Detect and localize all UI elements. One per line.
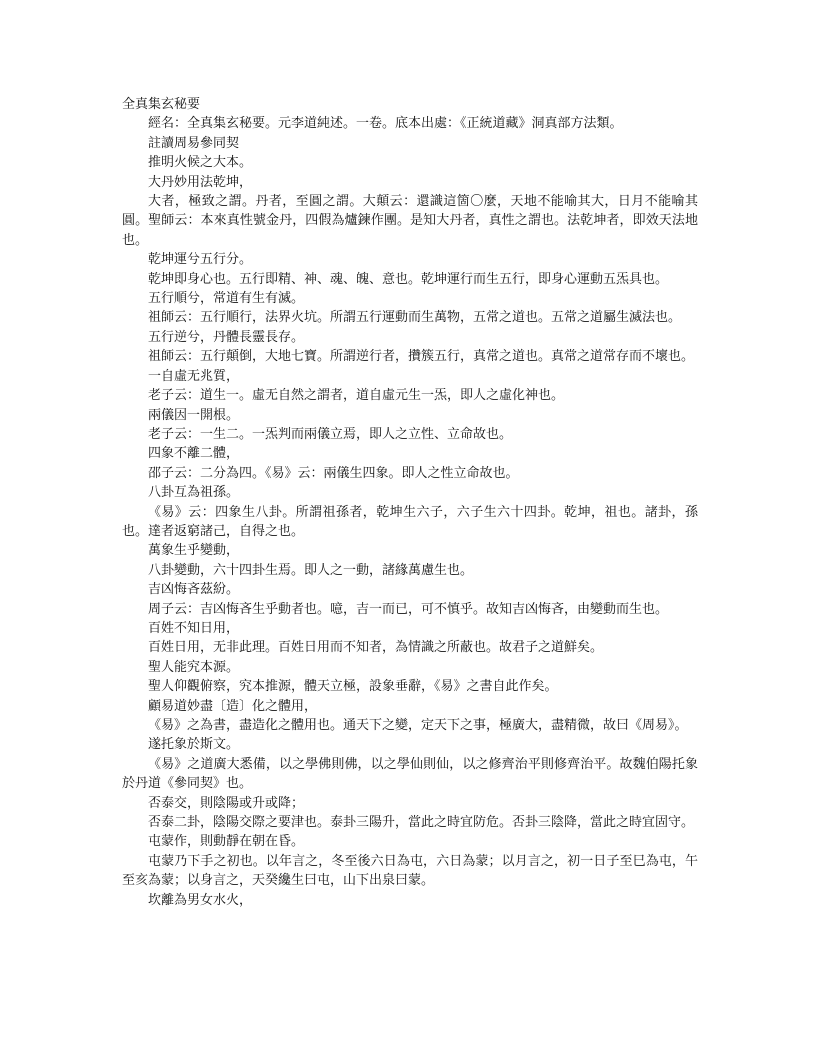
paragraph: 顧易道妙盡〔造〕化之體用， (148, 698, 318, 714)
paragraph: 兩儀因一開根。 (148, 407, 240, 423)
paragraph: 否泰交，則陰陽或升或降； (148, 795, 305, 811)
paragraph: 註讀周易參同契 (148, 135, 240, 151)
paragraph: 《易》之為書，盡造化之體用也。通天下之變，定天下之事，極廣大，盡精微，故曰《周易》。 (148, 718, 688, 733)
paragraph: 一自虛无兆質， (148, 368, 240, 384)
paragraph: 周子云：吉凶悔吝生乎動者也。噫，吉一而已，可不慎乎。故知吉凶悔吝，由變動而生也。 (148, 601, 669, 617)
paragraph: 祖師云：五行順行，法界火坑。所謂五行運動而生萬物，五常之道也。五常之道屬生滅法也。 (148, 310, 682, 326)
paragraph: 聖人仰觀俯察，究本推源，體天立極，設象垂辭，《易》之書自此作矣。 (148, 679, 558, 695)
paragraph: 八卦變動，六十四卦生焉。即人之一動，諸緣萬慮生也。 (148, 562, 474, 578)
paragraph: 五行逆兮，丹體長靈長存。 (148, 329, 305, 345)
paragraph: 《易》之道廣大悉備，以之學佛則佛，以之學仙則仙，以之修齊治平則修齊治平。故魏伯陽托象於丹道《參同契》也。 (122, 756, 698, 792)
paragraph: 坎離為男女水火， (148, 892, 253, 908)
paragraph: 屯蒙作，則動靜在朝在昏。 (148, 834, 305, 850)
paragraph: 八卦互為祖孫。 (148, 485, 240, 501)
paragraph: 乾坤運兮五行分。 (148, 252, 253, 268)
paragraph: 百姓不知日用， (148, 620, 240, 636)
paragraph: 乾坤即身心也。五行即精、神、魂、魄、意也。乾坤運行而生五行，即身心運動五炁具也。 (148, 271, 669, 287)
paragraph: 大者，極致之謂。丹者，至圓之謂。大顛云：還識這箇〇麼，天地不能喻其大，日月不能喻其圓。聖師云：本來真性號金丹，四假為爐鍊作團。是知大丹者，真性之謂也。法乾坤者，即效天法地也。 (122, 194, 698, 248)
paragraph: 屯蒙乃下手之初也。以年言之，冬至後六日為屯，六日為蒙；以月言之，初一日子至巳為屯，午至亥為蒙；以身言之，天癸纔生曰屯，山下出泉曰蒙。 (122, 853, 698, 889)
paragraph: 老子云：道生一。虛无自然之謂者，道自虛元生一炁，即人之虛化神也。 (148, 388, 565, 404)
paragraph: 吉凶悔吝茲紛。 (148, 582, 240, 598)
paragraph: 《易》云：四象生八卦。所謂祖孫者，乾坤生六子，六子生六十四卦。乾坤，祖也。諸卦，孫也。達者返窮諸己，自得之也。 (122, 504, 698, 539)
document-title: 全真集玄秘要 (122, 97, 201, 112)
paragraph: 經名：全真集玄秘要。元李道純述。一卷。底本出處：《正統道藏》洞真部方法類。 (148, 116, 623, 132)
paragraph: 老子云：一生二。一炁判而兩儀立焉，即人之立性、立命故也。 (148, 426, 513, 442)
paragraph: 萬象生乎變動， (148, 543, 240, 559)
paragraph: 遂托象於斯文。 (148, 737, 240, 753)
paragraph: 推明火候之大本。 (148, 155, 253, 171)
paragraph: 大丹妙用法乾坤， (148, 174, 253, 190)
paragraph: 五行順兮，常道有生有滅。 (148, 291, 305, 307)
paragraph: 四象不離二體， (148, 446, 240, 462)
paragraph: 否泰二卦，陰陽交際之要津也。泰卦三陽升，當此之時宜防危。否卦三陰降，當此之時宜固守。 (148, 815, 695, 831)
paragraph: 祖師云：五行顛倒，大地七寶。所謂逆行者，攢簇五行，真常之道也。真常之道常存而不壞也。 (148, 349, 695, 365)
paragraph: 百姓日用，无非此理。百姓日用而不知者，為情識之所蔽也。故君子之道鮮矣。 (148, 640, 604, 656)
paragraph: 邵子云：二分為四。《易》云：兩儀生四象。即人之性立命故也。 (148, 465, 519, 481)
document-body (122, 95, 698, 910)
paragraph: 聖人能究本源。 (148, 659, 240, 675)
